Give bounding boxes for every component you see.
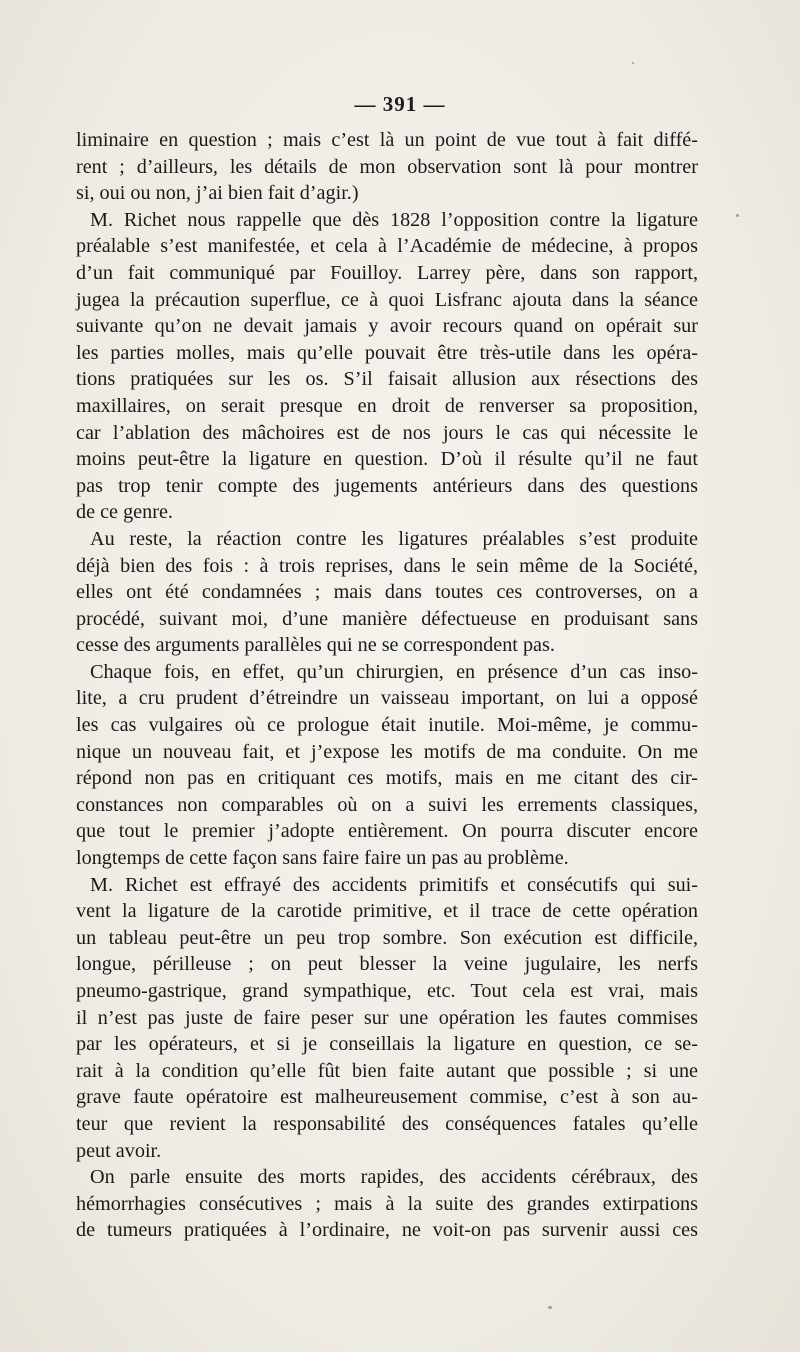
paper-speck	[736, 214, 739, 217]
text-line: les parties molles, mais qu’elle pouvait être très-utile dans les opéra-	[76, 341, 698, 364]
text-line: Au reste, la réaction contre les ligatures préalables s’est produite	[90, 527, 698, 550]
text-line: cesse des arguments parallèles qui ne se correspondent pas.	[76, 634, 555, 657]
text-line: car l’ablation des mâchoires est de nos jours le cas qui nécessite le	[76, 421, 698, 444]
paragraph-3	[76, 526, 698, 659]
text-line: elles ont été condamnées ; mais dans toutes ces controverses, on a	[76, 581, 698, 604]
text-line: suivante qu’on ne devait jamais y avoir recours quand on opérait sur	[76, 315, 698, 338]
text-line: longue, périlleuse ; on peut blesser la veine jugulaire, les nerfs	[76, 953, 698, 976]
text-line: peut avoir.	[76, 1139, 162, 1162]
text-line: moins peut-être la ligature en question. D’où il résulte qu’il ne faut	[76, 448, 698, 471]
paper-speck	[632, 62, 634, 64]
text-line: pas trop tenir compte des jugements antérieurs dans des questions	[76, 474, 698, 497]
text-line: rait à la condition qu’elle fût bien faite autant que possible ; si une	[76, 1059, 698, 1082]
text-line: On parle ensuite des morts rapides, des accidents cérébraux, des	[90, 1166, 698, 1189]
text-line: répond non pas en critiquant ces motifs, mais en me citant des cir-	[76, 767, 698, 790]
text-line: les cas vulgaires où ce prologue était inutile. Moi-même, je commu-	[76, 714, 698, 737]
paragraph-1	[76, 127, 698, 207]
text-line: maxillaires, on serait presque en droit de renverser sa proposition,	[76, 394, 698, 417]
text-line: de tumeurs pratiquées à l’ordinaire, ne voit-on pas survenir aussi ces	[76, 1219, 698, 1242]
body-text	[76, 127, 698, 1244]
text-line: jugea la précaution superflue, ce à quoi Lisfranc ajouta dans la séance	[76, 288, 698, 311]
text-line: nique un nouveau fait, et j’expose les motifs de ma conduite. On me	[76, 740, 698, 763]
text-line: Chaque fois, en effet, qu’un chirurgien, en présence d’un cas inso-	[90, 660, 698, 683]
text-line: hémorrhagies consécutives ; mais à la suite des grandes extirpations	[76, 1192, 698, 1215]
text-line: teur que revient la responsabilité des conséquences fatales qu’elle	[76, 1112, 698, 1135]
text-line: constances non comparables où on a suivi les errements classiques,	[76, 793, 698, 816]
text-line: lite, a cru prudent d’étreindre un vaisseau important, on lui a opposé	[76, 687, 698, 710]
text-line: préalable s’est manifestée, et cela à l’Académie de médecine, à propos	[76, 235, 698, 258]
paragraph-5	[76, 872, 698, 1165]
text-line: déjà bien des fois : à trois reprises, dans le sein même de la Société,	[76, 554, 698, 577]
paper-speck	[548, 1306, 552, 1309]
paragraph-2	[76, 207, 698, 526]
text-line: pneumo-gastrique, grand sympathique, etc. Tout cela est vrai, mais	[76, 980, 698, 1002]
text-line: grave faute opératoire est malheureusement commise, c’est à son au-	[76, 1086, 698, 1109]
text-line: il n’est pas juste de faire peser sur une opération les fautes commises	[76, 1006, 698, 1029]
paragraph-4	[76, 659, 698, 872]
text-line: rent ; d’ailleurs, les détails de mon observation sont là pour montrer	[76, 155, 698, 178]
text-line: de ce genre.	[76, 501, 173, 524]
text-line: liminaire en question ; mais c’est là un point de vue tout à fait diffé-	[76, 129, 698, 151]
page-number: — 391 —	[354, 92, 446, 116]
text-line: tions pratiquées sur les os. S’il faisait allusion aux résections des	[76, 368, 698, 391]
text-line: M. Richet nous rappelle que dès 1828 l’opposition contre la ligature	[90, 208, 698, 231]
text-line: M. Richet est effrayé des accidents primitifs et consécutifs qui sui-	[90, 873, 698, 896]
paragraph-6	[76, 1164, 698, 1244]
text-line: que tout le premier j’adopte entièrement. On pourra discuter encore	[76, 820, 698, 843]
text-line: d’un fait communiqué par Fouilloy. Larrey père, dans son rapport,	[76, 261, 698, 284]
text-line: vent la ligature de la carotide primitive, et il trace de cette opération	[76, 900, 698, 923]
text-line: procédé, suivant moi, d’une manière défectueuse en produisant sans	[76, 607, 698, 630]
text-line: un tableau peut-être un peu trop sombre. Son exécution est difficile,	[76, 926, 698, 949]
text-line: si, oui ou non, j’ai bien fait d’agir.)	[76, 182, 359, 205]
text-line: longtemps de cette façon sans faire faire un pas au problème.	[76, 847, 569, 870]
text-line: par les opérateurs, et si je conseillais la ligature en question, ce se-	[76, 1033, 698, 1056]
